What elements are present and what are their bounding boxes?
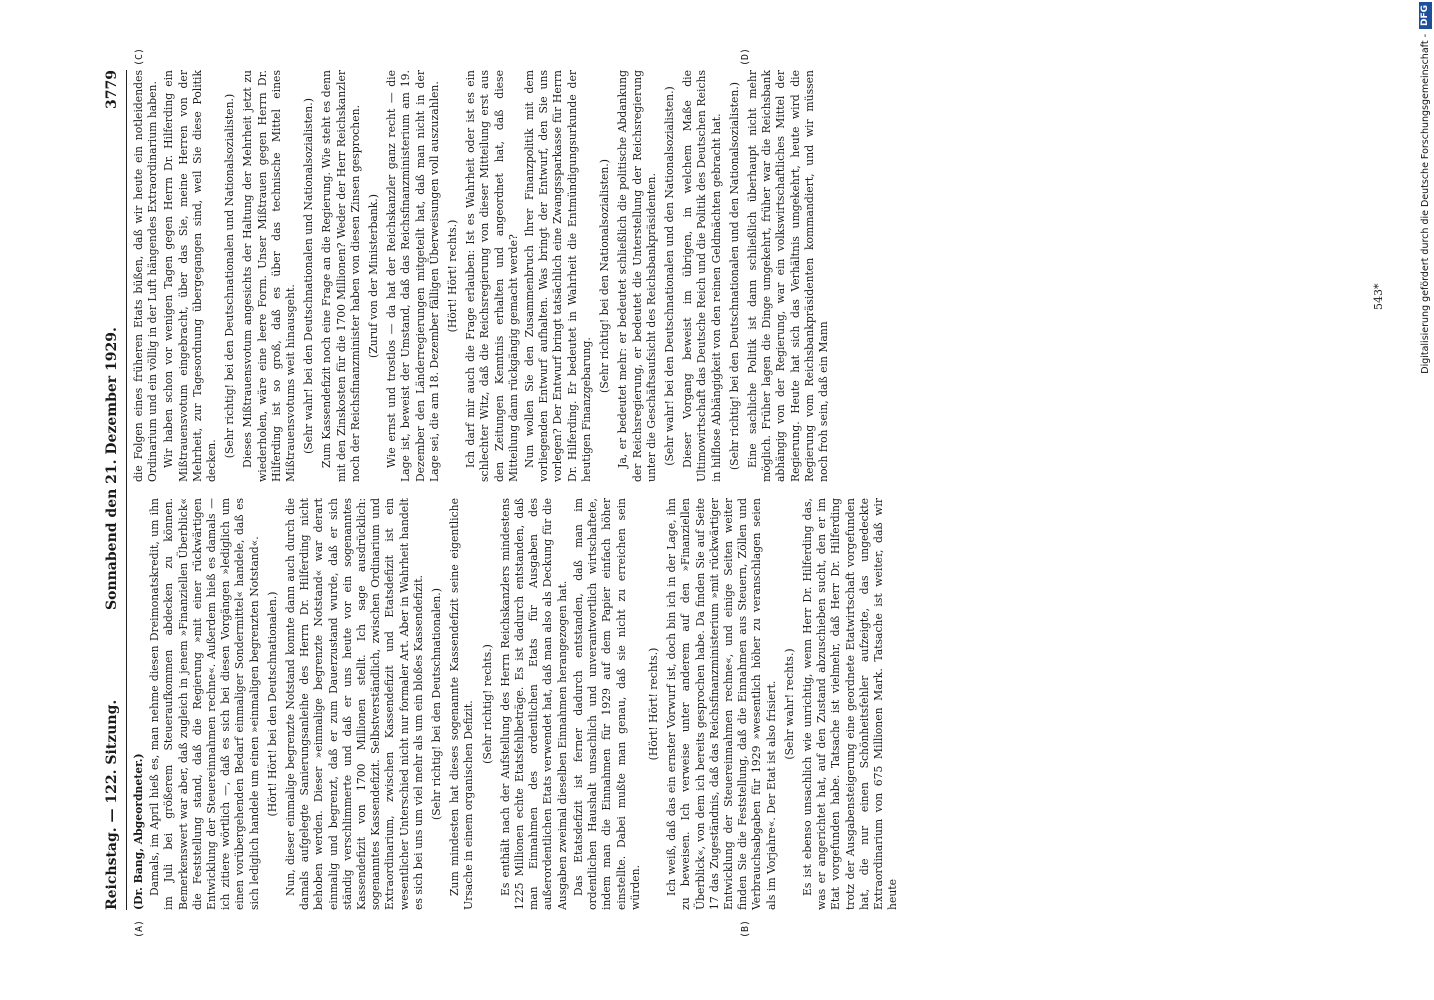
paragraph: Wie ernst und trostlos — da hat der Reichskanzler ganz recht — die Lage ist, beweist der Umstand, daß das Reichsfinanzministerium am 19. Dezember den Länderregierungen mitgeteilt hat, daß man nicht in der Lage sei, die am 18. Dezember fälligen Überweisungen voll auszuzahlen. bbox=[385, 70, 441, 482]
digitization-credit bbox=[1418, 2, 1434, 992]
interjection: (Sehr richtig! bei den Deutschnationalen und Nationalsozialisten.) bbox=[223, 93, 237, 459]
paragraph: Ich weiß, daß das ein ernster Vorwurf ist, doch bin ich in der Lage, ihn zu beweisen. Ich verweise unter anderem auf den »Finanziellen Überblick«, von dem ich bereits gesprochen habe. Da finden Sie auf Seite 17 das Zugeständnis, daß das Reichsfinanzministerium »mit rückwärtiger Entwicklung der Steuereinnahmen rechne«, und einige Seiten weiter finden Sie die Feststellung, daß die Einnahmen aus Steuern, Zöllen und Verbrauchsabgaben für 1929 »wesentlich höher zu veranschlagen seien als im Vorjahre«. Der Etat ist also frisiert. bbox=[665, 498, 778, 910]
interjection: (Sehr wahr! bei den Deutschnationalen und den Nationalsozialisten.) bbox=[662, 86, 676, 466]
paragraph: Wir haben schon vor wenigen Tagen gegen Herrn Dr. Hilferding ein Mißtrauensvotum eingebracht, über das Sie, meine Herren von der Mehrheit, zur Tagesordnung übergegangen sind, weil Sie diese Politik decken. bbox=[162, 70, 219, 482]
paragraph: Es ist ebenso unsachlich wie unrichtig, wenn Herr Dr. Hilferding das, was er angerichtet hat, auf den Zustand abzuschieben sucht, den er im Etat vorgefunden habe. Tatsache ist vielmehr, daß Herr Dr. Hilferding trotz der Ausgabensteigerung eine geordnete Etatwirtschaft vorgefunden hat, die nur einen Schönheitsfehler aufzeigte, das ungedeckte Extraordinarium von 675 Millionen Mark. Tatsache ist weiter, daß wir heute bbox=[800, 498, 900, 910]
paragraph: Dieser Vorgang beweist im übrigen, in welchem Maße die Ultimowirtschaft das Deutsche Reich und die Politik des Deutschen Reichs in hilflose Abhängigkeit von den reinen Geldmächten gebracht hat. bbox=[681, 70, 723, 482]
margin-mark-c: (C) bbox=[134, 47, 145, 66]
text-column-right bbox=[132, 70, 1362, 482]
paragraph: Das Etatsdefizit ist ferner dadurch entstanden, daß man im ordentlichen Haushalt unsachlich und unverantwortlich wirtschaftete, indem man die Einnahmen für 1929 auf dem Papier einfach höher einstellte. Dabei mußte man genau, daß sie nicht zu erreichen sein würden. bbox=[571, 498, 642, 910]
paragraph: Ich darf mir auch die Frage erlauben: Ist es Wahrheit oder ist es ein schlechter Witz, daß die Reichsregierung von dieser Mitteilung erst aus den Zeitungen Kenntnis erhalten und angeordnet hat, daß diese Mitteilung dann rückgängig gemacht werde? bbox=[464, 70, 520, 482]
text-column-left bbox=[132, 498, 1362, 910]
margin-mark-a: (A) bbox=[134, 919, 145, 938]
margin-mark-d: (D) bbox=[740, 47, 751, 66]
paragraph: Nun, dieser einmalige begrenzte Notstand konnte dann auch durch die damals aufgelegte Sanierungsanleihe des Herrn Dr. Hilferding nicht behoben werden. Dieser »einmalige begrenzte Notstand« war derart einmalig und begrenzt, daß er zum Dauerzustand wurde, daß er sich ständig verschlimmerte und daß er uns heute vor ein sogenanntes Kassendefizit von 1700 Millionen stellt. Ich sage ausdrücklich: sogenanntes Kassendefizit. Selbstverständlich, zwischen Ordinarium und Extraordinarium, zwischen Kassendefizit und Etatsdefizit ist ein wesentlicher Unterschied nicht nur formaler Art. Aber in Wahrheit handelt es sich bei uns um viel mehr als um ein bloßes Kassendefizit. bbox=[284, 498, 425, 910]
interjection: (Sehr wahr! bei den Deutschnationalen und Nationalsozialisten.) bbox=[302, 98, 316, 454]
dfg-credit-text: Digitalisierung gefördert durch die Deutsche Forschungsgemeinschaft - bbox=[1420, 34, 1431, 374]
paragraph: die Folgen eines früheren Etats büßen, daß wir heute ein notleidendes Ordinarium und ein völlig in der Luft hängendes Extraordinarium haben. bbox=[132, 70, 160, 482]
interjection: (Hört! Hört! rechts.) bbox=[646, 647, 660, 761]
paragraph: Damals, im April hieß es, man nehme diesen Dreimonatskredit, um ihn im Juli bei größerem Steueraufkommen abdecken zu können. Bemerkenswert war aber, daß zugleich in jenem »Finanziellen Überblick« die Feststellung stand, daß die Regierung »mit einer rückwärtigen Entwicklung der Steuereinnahmen rechne«. Außerdem hieß es damals — ich zitiere wörtlich —, daß es sich bei diesen Vorgängen »lediglich um einen vorübergehenden Bedarf einmaliger Sondermittel« handele, daß es sich lediglich handele um einen »einmaligen begrenzten Notstand«. bbox=[148, 498, 261, 910]
header-date: Sonnabend den 21. Dezember 1929. bbox=[104, 327, 120, 610]
paragraph: Eine sachliche Politik ist dann schließlich überhaupt nicht mehr möglich. Früher lagen die Dinge umgekehrt, früher war die Reichsbank abhängig von der Regierung, war ein volkswirtschaftliches Mittel der Regierung. Heute hat sich das Verhältnis umgekehrt, heute wird die Regierung vom Reichsbankpräsidenten kommandiert, und wir müssen noch froh sein, daß ein Mann bbox=[745, 70, 830, 482]
header-rule bbox=[126, 70, 127, 910]
interjection: (Sehr richtig! bei den Nationalsozialisten.) bbox=[598, 159, 612, 393]
page-number: 3779 bbox=[104, 70, 120, 109]
rotated-document-page bbox=[100, 47, 1400, 950]
interjection: (Hört! Hört! rechts.) bbox=[446, 219, 460, 333]
paragraph: Dieses Mißtrauensvotum angesichts der Haltung der Mehrheit jetzt zu wiederholen, wäre eine leere Form. Unser Mißtrauen gegen Herrn Dr. Hilferding ist so groß, daß es über das technische Mittel eines Mißtrauensvotums weit hinausgeht. bbox=[241, 70, 298, 482]
paragraph: Ja, er bedeutet mehr: er bedeutet schließlich die politische Abdankung der Reichsregierung, er bedeutet die Unterstellung der Reichsregierung unter die Geschäftsaufsicht des Reichsbankpräsidenten. bbox=[616, 70, 658, 482]
interjection: (Sehr richtig! bei den Deutschnationalen.) bbox=[430, 588, 444, 820]
interjection: (Sehr richtig! bei den Deutschnationalen und den Nationalsozialisten.) bbox=[727, 81, 741, 471]
interjection: (Sehr wahr! rechts.) bbox=[782, 648, 796, 760]
speaker-label: (Dr. Bang, Abgeordneter.) bbox=[132, 753, 145, 910]
paragraph: Nun wollen Sie den Zusammenbruch Ihrer Finanzpolitik mit dem vorliegenden Entwurf aufhalten. Was bringt der Entwurf, den Sie uns vorlegen? Der Entwurf bringt tatsächlich eine Zwangssparkasse für Herrn Dr. Hilferding. Er bedeutet in Wahrheit die Entmündigungsurkunde der heutigen Finanzgebarung. bbox=[523, 70, 593, 482]
paragraph: Zum Kassendefizit noch eine Frage an die Regierung. Wie steht es denn mit den Zinskosten für die 1700 Millionen? Weder der Herr Reichskanzler noch der Reichsfinanzminister haben von diesen Zinsen gesprochen. bbox=[320, 70, 362, 482]
signature-mark: 543* bbox=[1372, 283, 1385, 310]
interjection: (Zuruf von der Ministerbank.) bbox=[367, 194, 381, 358]
interjection: (Hört! Hört! bei den Deutschnationalen.) bbox=[265, 591, 279, 817]
dfg-logo: DFG bbox=[1419, 2, 1432, 29]
paragraph: Zum mindesten hat dieses sogenannte Kassendefizit seine eigentliche Ursache in einem organischen Defizit. bbox=[448, 498, 476, 910]
header-session-title: Reichstag. — 122. Sitzung. bbox=[104, 699, 120, 910]
paragraph: Es enthält nach der Aufstellung des Herrn Reichskanzlers mindestens 1225 Millionen echte Etatsfehlbeträge. Es ist dadurch entstanden, daß man Einnahmen des ordentlichen Etats für Ausgaben des außerordentlichen Etats verwendet hat, daß man also als Deckung für die Ausgaben zweimal dieselben Einnahmen herangezogen hat. bbox=[498, 498, 569, 910]
running-header bbox=[100, 70, 124, 910]
interjection: (Sehr richtig! rechts.) bbox=[480, 644, 494, 764]
margin-mark-b: (B) bbox=[740, 919, 751, 938]
